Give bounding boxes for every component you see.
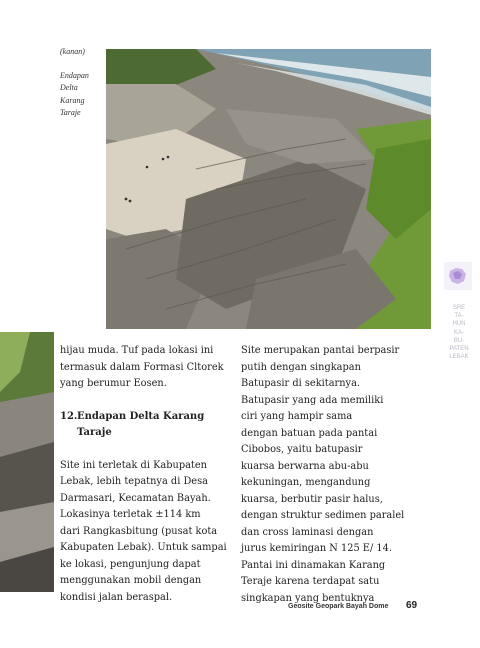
- text-line: Batupasir di sekitarnya.: [241, 378, 361, 389]
- footer-book-title: Geosite Geopark Bayah Dome: [288, 603, 389, 610]
- body-paragraph: [60, 458, 236, 607]
- text-line: dari Rangkasbitung (pusat kota: [60, 525, 218, 537]
- rock-outcrop-photo-strip: [0, 332, 54, 592]
- figure-caption: [60, 46, 104, 120]
- text-line: Site merupakan pantai berpasir: [241, 345, 400, 356]
- text-line: Lokasinya terletak ±114 km: [60, 509, 201, 520]
- text-line: Batupasir yang ada memiliki: [241, 394, 384, 406]
- heading-line-1: Endapan Delta Karang: [77, 410, 205, 422]
- sidebar-label-line: LEBAK: [449, 354, 469, 361]
- geopark-map-logo-icon: [444, 262, 472, 290]
- text-line: jurus kemiringan N 125 E/ 14.: [241, 543, 392, 554]
- sidebar-label-line: HUN: [452, 321, 466, 328]
- text-line: Cibobos, yaitu batupasir: [241, 444, 363, 455]
- text-line: dengan batuan pada pantai: [241, 427, 378, 439]
- caption-line: Delta: [60, 83, 78, 92]
- text-line: kekuningan, mengandung: [241, 477, 371, 488]
- left-text-column: [60, 343, 236, 606]
- text-line: ke lokasi, pengunjung dapat: [60, 558, 201, 570]
- sidebar-label-line: PATEN: [449, 346, 469, 353]
- text-line: singkapan yang bentuknya: [241, 592, 375, 604]
- sidebar-label-line: BU-: [453, 337, 465, 344]
- section-heading: [60, 409, 236, 442]
- sidebar-vertical-label: [440, 304, 478, 361]
- description-paragraph: [241, 343, 417, 607]
- text-line: dengan struktur sedimen paralel: [241, 510, 405, 521]
- right-text-column: [241, 343, 417, 607]
- caption-line: Taraje: [60, 108, 81, 117]
- text-line: Darmasari, Kecamatan Bayah.: [60, 492, 211, 504]
- text-line: Pantai ini dinamakan Karang: [241, 559, 386, 571]
- text-line: kondisi jalan beraspal.: [60, 591, 173, 603]
- section-number: 12.: [60, 410, 78, 422]
- heading-line-2: Taraje: [77, 427, 112, 438]
- text-line: ciri yang hampir sama: [241, 411, 353, 422]
- text-line: dan cross laminasi dengan: [241, 526, 374, 538]
- text-line: menggunakan mobil dengan: [60, 575, 202, 586]
- caption-line: Endapan: [60, 70, 89, 80]
- page-number: 69: [406, 600, 418, 611]
- intro-paragraph: [60, 343, 236, 393]
- text-line: Lebak, lebih tepatnya di Desa: [60, 476, 208, 487]
- text-line: yang berumur Eosen.: [60, 378, 167, 389]
- delta-karang-taraje-photo: [106, 49, 431, 329]
- text-line: kuarsa, berbutir pasir halus,: [241, 493, 383, 505]
- text-line: Site ini terletak di Kabupaten: [60, 459, 207, 471]
- sidebar-label-line: KA-: [453, 329, 464, 336]
- text-line: Teraje karena terdapat satu: [241, 576, 380, 587]
- text-line: termasuk dalam Formasi Cltorek: [60, 361, 224, 373]
- caption-position-tag: (kanan): [60, 47, 85, 56]
- sidebar-label-line: TA-: [454, 313, 464, 320]
- sidebar-label-line: SRE: [452, 305, 466, 311]
- text-line: putih dengan singkapan: [241, 361, 361, 373]
- caption-line: Karang: [60, 95, 85, 105]
- text-line: kuarsa berwarna abu-abu: [241, 460, 369, 472]
- text-line: Kabupaten Lebak). Untuk sampai: [60, 542, 227, 553]
- text-line: hijau muda. Tuf pada lokasi ini: [60, 345, 214, 356]
